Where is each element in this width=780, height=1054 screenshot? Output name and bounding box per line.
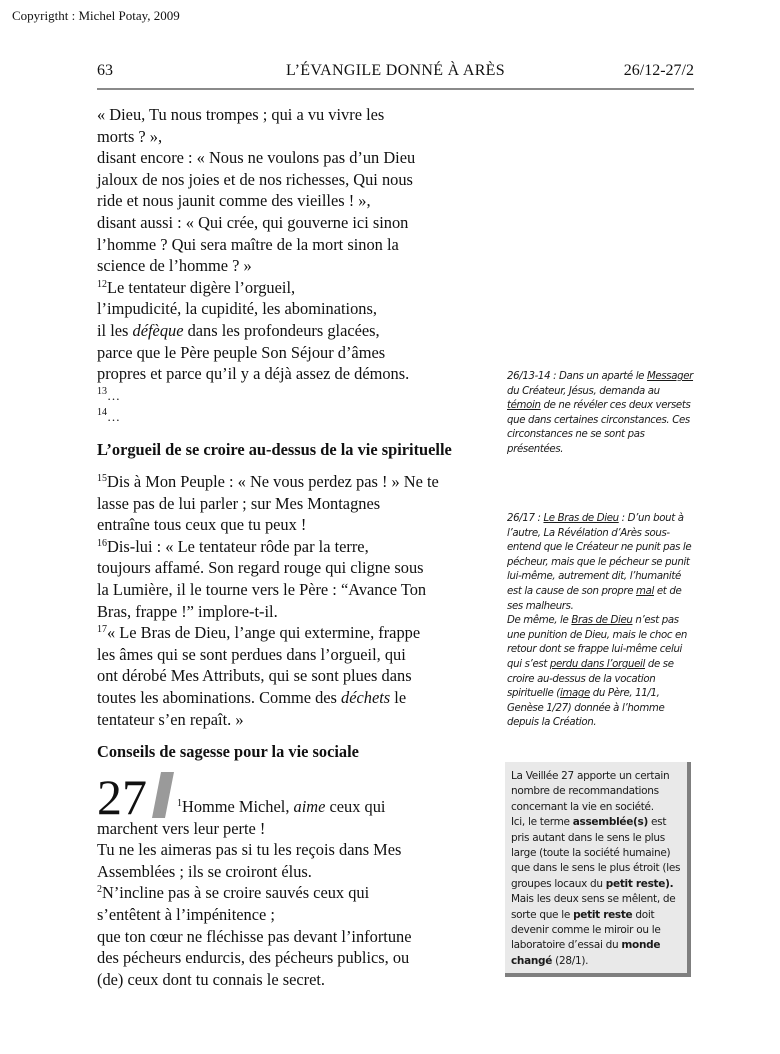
text-line: disant aussi : « Qui crée, qui gouverne ici sinon (97, 212, 409, 232)
verse-13: $^{13}$… (97, 385, 120, 403)
verse-number: 15 (97, 473, 107, 484)
text-line: la Lumière, il le tourne vers le Père : “Avance Ton (97, 579, 427, 599)
text-line: (de) ceux dont tu connais le secret. (97, 969, 326, 989)
verse-number: 14 (97, 407, 107, 419)
text-line: propres et parce qu’il y a déjà assez de démons. (97, 364, 410, 384)
verses-26-15-17 (97, 471, 497, 730)
verse-12: $^{12}$Le tentateur digère l’orgueil, (97, 277, 296, 297)
verses-27-1-2 (97, 796, 497, 990)
text-line: ride et nous jaunit comme des vieilles ! », (97, 191, 371, 211)
chapter-number: 27 (97, 769, 147, 825)
verse-15: $^{15}$Dis à Mon Peuple : « Ne vous perdez pas ! » Ne te (97, 472, 439, 491)
text-line: parce que le Père peuple Son Séjour d’âmes (97, 342, 386, 362)
text-line: Bras, frappe !” implore-t-il. (97, 601, 278, 621)
text-line: il les défèque dans les profondeurs glacées, (97, 320, 380, 340)
copyright-notice: Copyrigtht : Michel Potay, 2009 (12, 8, 180, 23)
text-line: toujours affamé. Son regard rouge qui cligne sous (97, 558, 424, 578)
verse-number: 16 (97, 537, 107, 549)
verse-number: 17 (97, 624, 107, 636)
text-line: l’homme ? Qui sera maître de la mort sinon la (97, 234, 399, 254)
header-rule (97, 88, 694, 90)
text-line: lasse pas de lui parler ; sur Mes Montagnes (97, 493, 381, 513)
section-heading: Conseils de sagesse pour la vie sociale (97, 742, 359, 761)
text-line: toutes les abominations. Comme des déchets le (97, 687, 407, 707)
text-line: science de l’homme ? » (97, 256, 252, 276)
verse-1: $^1$Homme Michel, aime ceux qui (177, 797, 386, 816)
text-line: que ton cœur ne fléchisse pas devant l’infortune (97, 926, 412, 946)
verse-number: 1 (177, 798, 182, 809)
page-number: 63 (97, 62, 113, 79)
text-line: ont dérobé Mes Attributs, qui se sont plues dans (97, 666, 412, 686)
text-line: l’impudicité, la cupidité, les abominations, (97, 299, 377, 319)
verse-16: $^{16}$Dis-lui : « Le tentateur rôde par la terre, (97, 536, 369, 556)
text-line: s’entêtent à l’impénitence ; (97, 904, 275, 924)
verse-number: 2 (97, 884, 102, 896)
text-line: Tu ne les aimeras pas si tu les reçois dans Mes (97, 840, 402, 860)
verse-17: $^{17}$« Le Bras de Dieu, l’ange qui extermine, frappe (97, 623, 421, 643)
verse-number: 12 (97, 278, 107, 290)
text-line: disant encore : « Nous ne voulons pas d’un Dieu (97, 148, 416, 168)
verse-2: $^2$N’incline pas à se croire sauvés ceux qui (97, 883, 370, 903)
chapter-summary-box: La Veillée 27 apporte un certain nombre de recommandations concernant la vie en société. Ici, le terme assemblée(s) est pris autant dans le sens le plus large (toute la société humaine) que dans le sens le plus étroit (les groupes locaux du petit reste). Mais les deux sens se mêlent, de sorte que le petit reste doit devenir comme le miroir ou le laboratoire d’essai du monde changé (28/1). (505, 762, 691, 977)
text-line: jaloux de nos joies et de nos richesses, Qui nous (97, 169, 413, 189)
text-line: entraîne tous ceux que tu peux ! (97, 515, 307, 535)
margin-note-26-17: 26/17 : Le Bras de Dieu : D’un bout à l’autre, La Révélation d’Arès sous-entend que le Créateur ne punit pas le pécheur, mais que le pécheur se punit lui-même, autrement dit, l’humanité est la cause de son propre mal et de ses malheurs. De même, le Bras de Dieu n’est pas une punition de Dieu, mais le choc en retour dont se frappe lui-même celui qui s’est perdu dans l’orgueil de se croire au-dessus de la vocation spirituelle (image du Père, 11/1, Genèse 1/27) donnée à l’homme depuis la Création. (507, 513, 692, 729)
text-line: morts ? », (97, 126, 163, 146)
book-title: L’ÉVANGILE DONNÉ À ARÈS (286, 62, 505, 79)
section-heading: L’orgueil de se croire au-dessus de la vie spirituelle (97, 440, 452, 459)
text-line: marchent vers leur perte ! (97, 818, 266, 838)
text-line: les âmes qui se sont perdues dans l’orgueil, qui (97, 644, 406, 664)
text-line: « Dieu, Tu nous trompes ; qui a vu vivre les (97, 105, 385, 124)
page-header (97, 62, 694, 84)
margin-note-26-13-14: 26/13-14 : Dans un aparté le Messager du Créateur, Jésus, demanda au témoin de ne révéler ces deux versets que dans certaines circonstances. Ces circonstances ne se sont pas présentées. (507, 371, 694, 455)
text-line: Assemblées ; ils se croiront élus. (97, 861, 312, 881)
verses-26-11-14 (97, 104, 497, 428)
text-line: tentateur s’en repaît. » (97, 709, 244, 729)
verse-range: 26/12-27/2 (623, 62, 694, 79)
verse-14: $^{14}$… (97, 407, 120, 425)
verse-number: 13 (97, 385, 107, 397)
text-line: des pécheurs endurcis, des pécheurs publics, ou (97, 948, 410, 968)
